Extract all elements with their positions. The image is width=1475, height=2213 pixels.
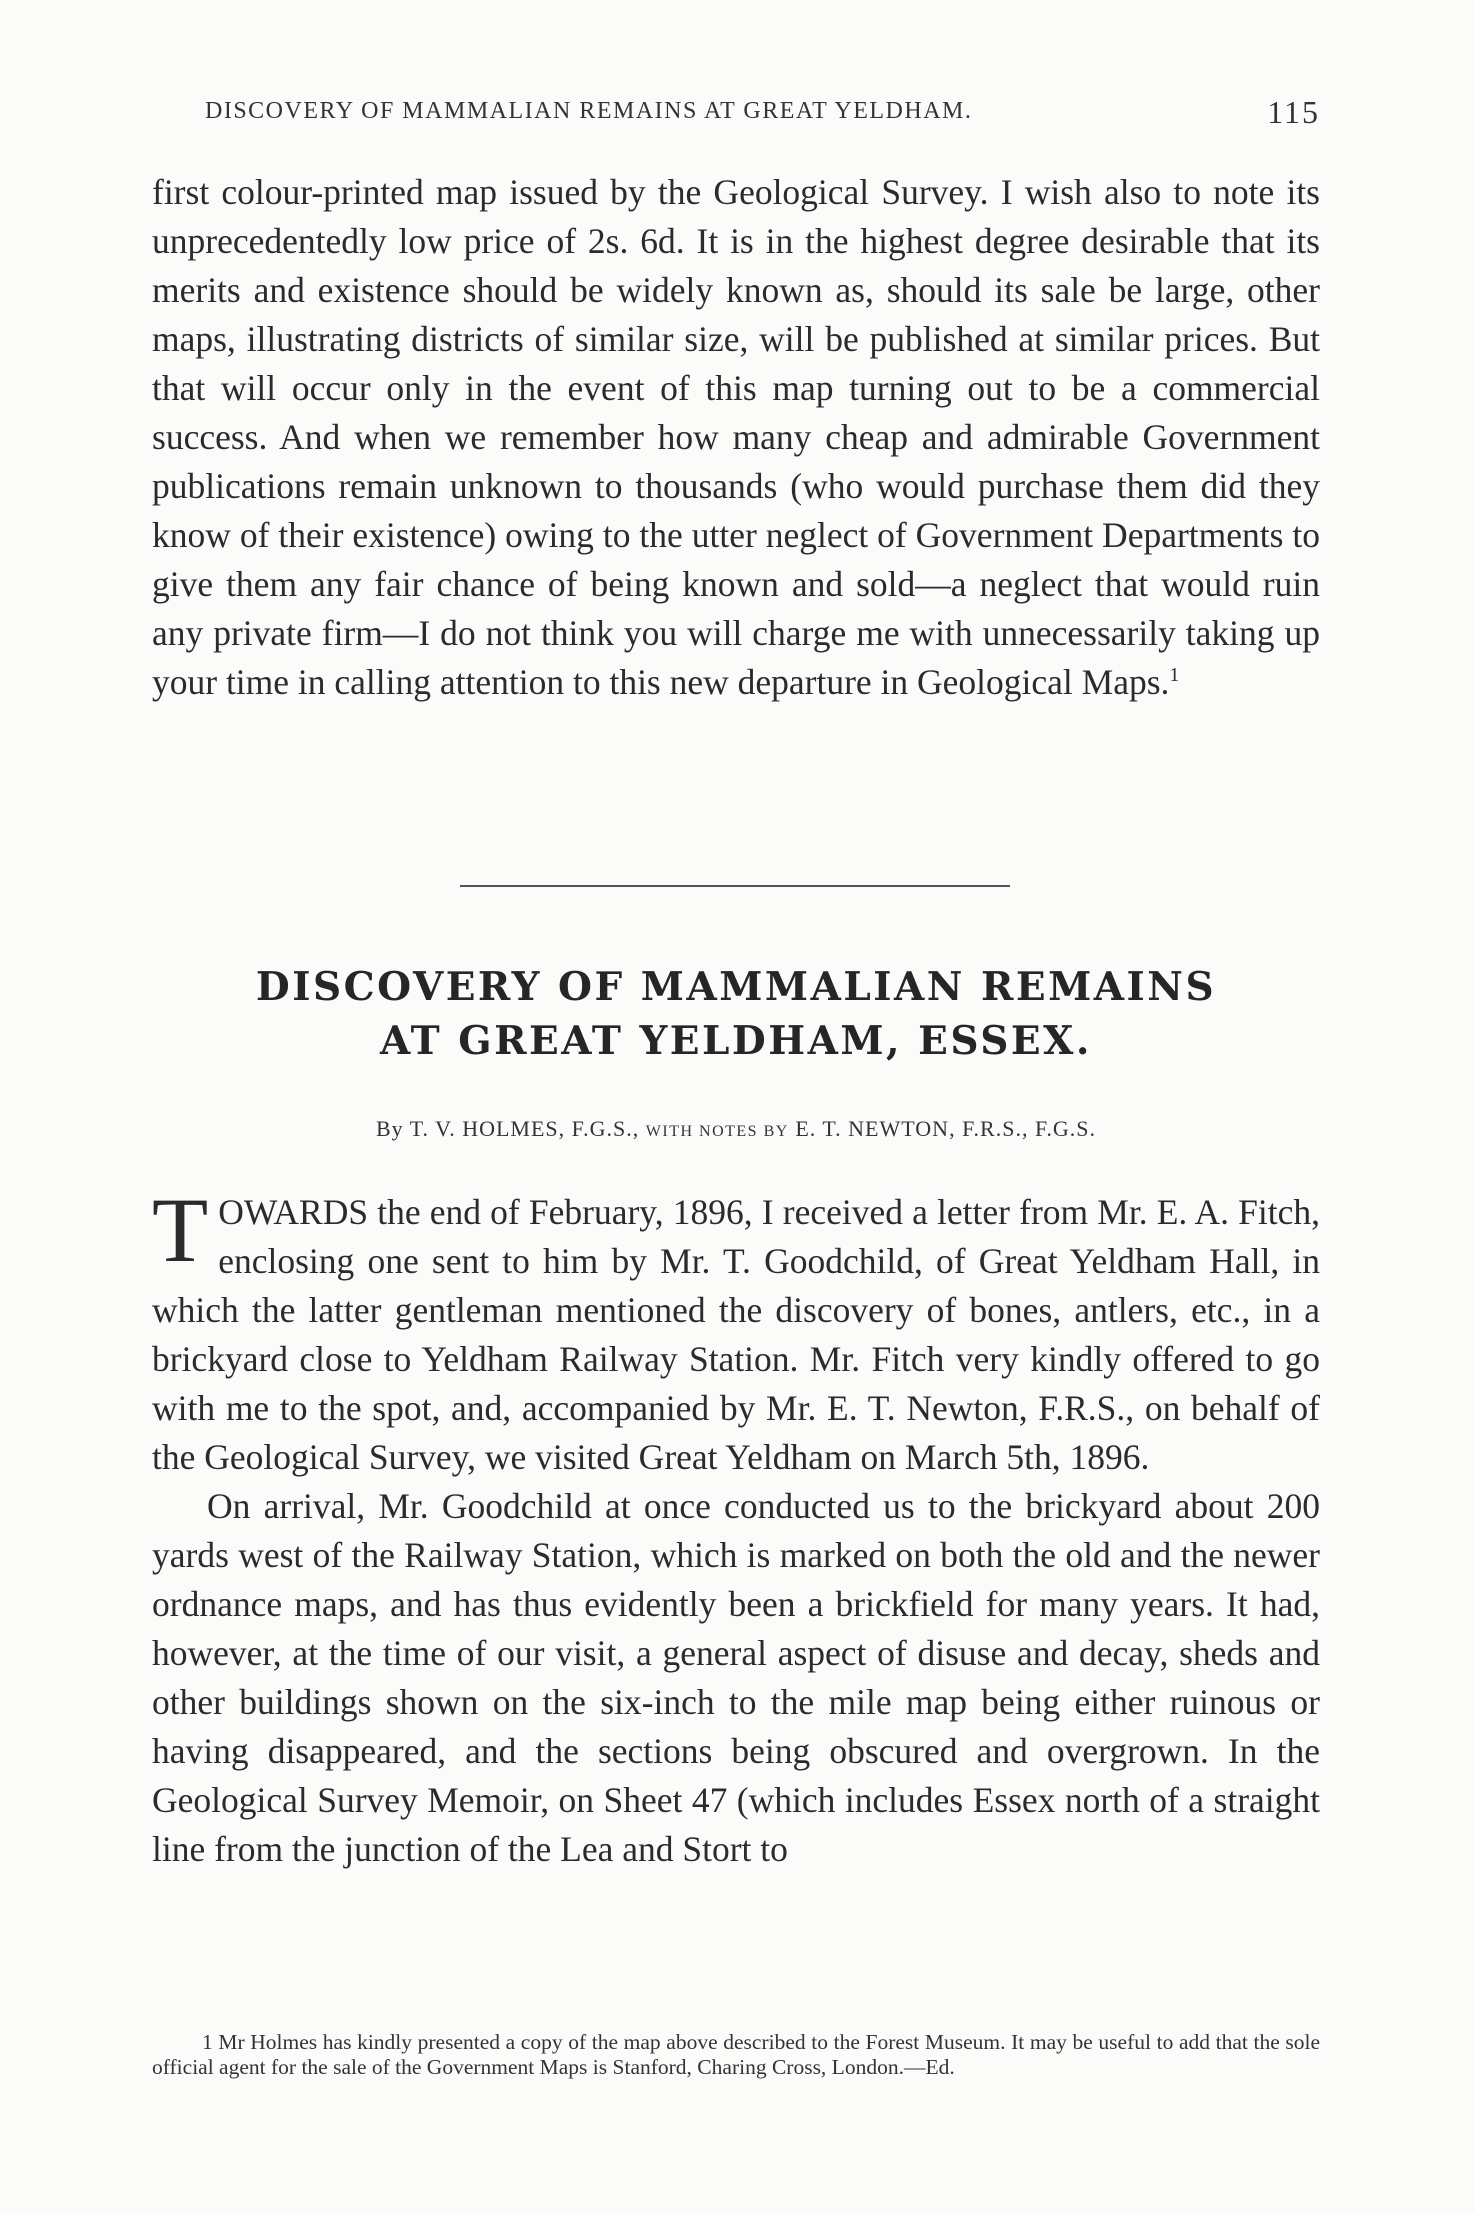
section-divider [460, 885, 1010, 887]
footnote-marker: 1 [1169, 664, 1180, 687]
byline-with-notes-by: WITH NOTES BY [645, 1123, 789, 1140]
byline-author: T. V. HOLMES, F.G.S., [409, 1116, 640, 1141]
continued-paragraph [152, 168, 1320, 707]
byline-coauthor: E. T. NEWTON, F.R.S., F.G.S. [795, 1116, 1097, 1141]
article-paragraph-2: On arrival, Mr. Goodchild at once conducted us to the brickyard about 200 yards west of the Railway Station, which is marked on both the old and the newer ordnance maps, and has thus evidently been a brickfield for many years. It had, however, at the time of our visit, a general aspect of disuse and decay, sheds and other buildings shown on the six-inch to the mile map being either ruinous or having disappeared, and the sections being obscured and overgrown. In the Geological Survey Memoir, on Sheet 47 (which includes Essex north of a straight line from the junction of the Lea and Stort to [152, 1486, 1320, 1869]
drop-cap: T [152, 1179, 209, 1281]
article-body [152, 1179, 1320, 1874]
page-number: 115 [1267, 94, 1320, 130]
continued-paragraph-text: first colour-printed map issued by the Geological Survey. I wish also to note its unprecedentedly low price of 2s. 6d. It is in the highest degree desirable that its merits and existence should be widely known as, should its sale be large, other maps, illustrating districts of similar size, will be published at similar prices. But that will occur only in the event of this map turning out to be a commercial success. And when we remember how many cheap and admirable Government publications remain unknown to thousands (who would purchase them did they know of their existence) owing to the utter neglect of Government Departments to give them any fair chance of being known and sold—a neglect that would ruin any private firm—I do not think you will charge me with unnecessarily taking up your time in calling attention to this new departure in Geological Maps. [152, 172, 1320, 702]
article-paragraph-1 [152, 1179, 1320, 1482]
byline-by: By [375, 1116, 404, 1141]
footnote-text: Mr Holmes has kindly presented a copy of the map above described to the Forest Museum. It may be useful to add that the sole official agent for the sale of the Government Maps is Stanford, Charing Cross, London.—Ed. [152, 2030, 1320, 2079]
footnote-number: 1 [202, 2030, 213, 2054]
byline [152, 1116, 1320, 1142]
running-head-title: DISCOVERY OF MAMMALIAN REMAINS AT GREAT YELDHAM. [205, 98, 973, 124]
running-head [205, 94, 1320, 138]
footnote-1 [152, 2030, 1320, 2080]
article-title-line-2: AT GREAT YELDHAM, ESSEX. [380, 1018, 1092, 1064]
article-title-line-1: DISCOVERY OF MAMMALIAN REMAINS [255, 964, 1217, 1010]
footnotes [152, 2030, 1320, 2080]
article-title [152, 960, 1320, 1068]
article-paragraph-1-text: OWARDS the end of February, 1896, I received a letter from Mr. E. A. Fitch, enclosing one sent to him by Mr. T. Goodchild, of Great Yeldham Hall, in which the latter gentleman mentioned the discovery of bones, antlers, etc., in a brickyard close to Yeldham Railway Station. Mr. Fitch very kindly offered to go with me to the spot, and, accompanied by Mr. E. T. Newton, F.R.S., on behalf of the Geological Survey, we visited Great Yeldham on March 5th, 1896. [152, 1192, 1320, 1477]
